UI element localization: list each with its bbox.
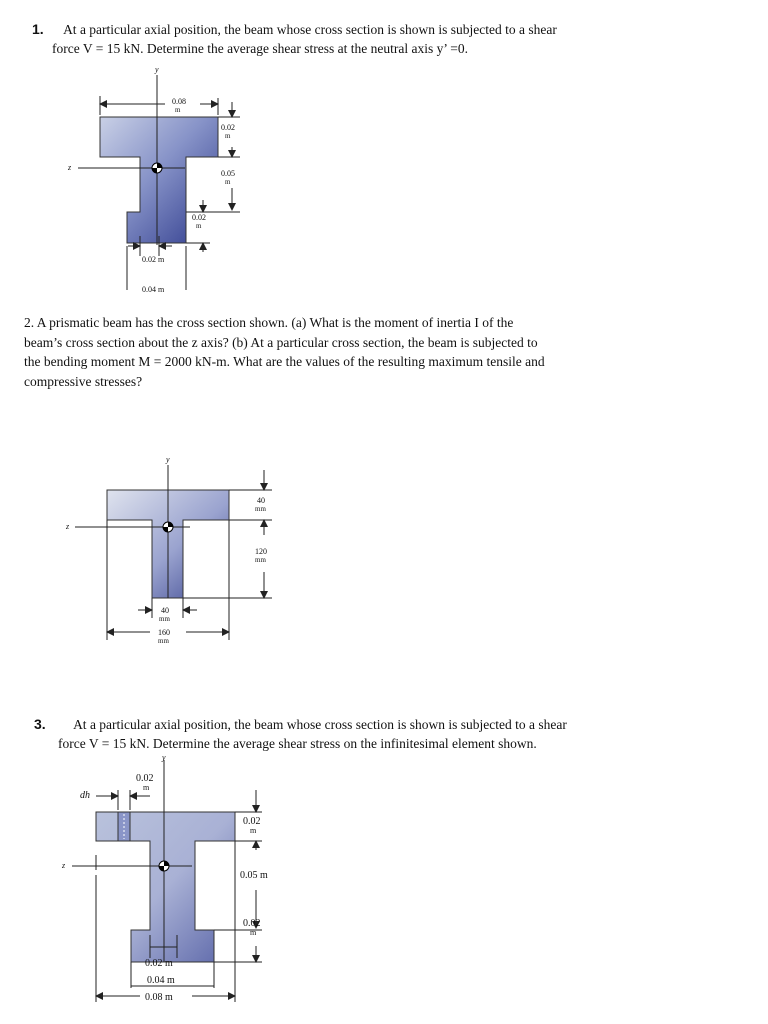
figure-3-dh-label: dh [80,790,90,801]
problem-1-line-2: force V = 15 kN. Determine the average shear stress at the neutral axis y’ =0. [52,41,468,56]
figure-2-y-label: y [166,455,170,464]
figure-1-dim-top-width: 0.08 [172,97,186,106]
figure-1-y-label: y [155,65,159,74]
svg-text:m: m [225,132,231,140]
figure-1-dim-web-height: 0.05 [221,169,235,178]
figure-3-dim-bottom-width: 0.04 m [147,975,175,986]
figure-2-dim-total-width: 160 [158,628,170,637]
problem-2-line-2: beam’s cross section about the z axis? (b) At a particular cross section, the beam is subjected to [24,334,538,350]
figure-3-y-label: y [162,753,166,762]
svg-text:mm: mm [255,505,266,513]
figure-2-dim-web-width: 40 [161,606,169,615]
figure-2-dim-web-height: 120 [255,547,267,556]
figure-3-dim-web-height: 0.05 m [240,870,268,881]
figure-3-z-label: z [62,861,66,870]
problem-2-line-4: compressive stresses? [24,373,143,389]
figure-1-dim-bottom-width: 0.04 m [142,285,165,294]
svg-text:m: m [250,826,257,835]
figure-3 [61,753,268,1003]
svg-text:m: m [196,222,202,230]
svg-text:mm: mm [159,615,170,623]
figure-3-dim-bottom-flange: 0.02 [243,918,261,929]
figure-1-dim-bottom-flange: 0.02 [192,213,206,222]
figure-3-dim-top-offset: 0.02 [136,773,154,784]
figure-2 [65,455,272,645]
figure-1-dim-web-width: 0.02 m [142,255,165,264]
problem-3-line-1: At a particular axial position, the beam whose cross section is shown is subjected to a shear [73,717,567,732]
figure-1-z-label: z [68,163,72,172]
figure-3-beam-section [96,812,235,962]
figure-3-dim-total-width: 0.08 m [145,992,173,1003]
problem-1-line-1: At a particular axial position, the beam whose cross section is shown is subjected to a shear [63,22,557,37]
figure-2-dim-flange: 40 [257,496,265,505]
problem-3-line-2: force V = 15 kN. Determine the average shear stress on the infinitesimal element shown. [58,736,537,751]
problem-1-number: 1. [32,21,44,37]
figure-1 [67,65,240,294]
figure-2-z-label: z [66,522,70,531]
problem-2-line-3: the bending moment M = 2000 kN-m. What are the values of the resulting maximum tensile and [24,354,545,369]
svg-text:mm: mm [158,637,169,645]
problem-2-line-1: 2. A prismatic beam has the cross section shown. (a) What is the moment of inertia I of the [24,315,514,330]
svg-text:m: m [175,106,181,114]
figure-3-dim-web-width: 0.02 m [145,958,173,969]
figure-3-dim-flange: 0.02 [243,816,261,827]
svg-text:m: m [250,928,257,937]
problem-3-number: 3. [34,716,46,732]
svg-text:mm: mm [255,556,266,564]
figure-1-dim-flange: 0.02 [221,123,235,132]
svg-text:m: m [143,783,150,792]
svg-text:m: m [225,178,231,186]
